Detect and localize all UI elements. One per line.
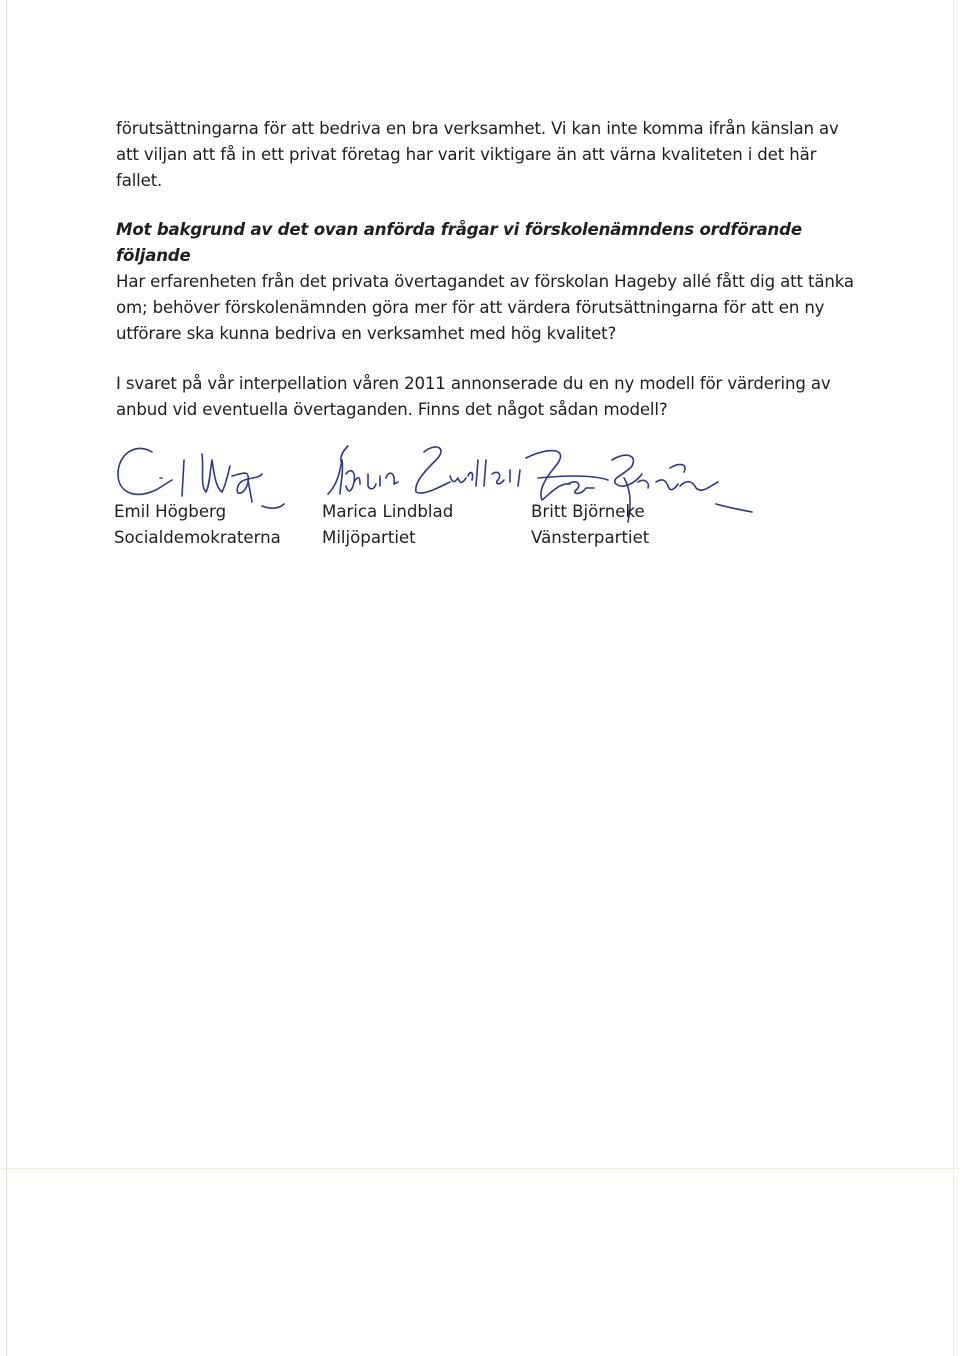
question-heading: Mot bakgrund av det ovan anförda frågar vi förskolenämndens ordförande följande bbox=[116, 220, 802, 265]
signatory-party: Vänsterpartiet bbox=[531, 528, 650, 547]
signatory-party: Socialdemokraterna bbox=[114, 528, 281, 547]
signatory-name: Britt Björneke bbox=[531, 502, 645, 521]
signatory-name: Emil Högberg bbox=[114, 502, 227, 521]
signatory-1 bbox=[114, 499, 281, 551]
paragraph-3: I svaret på vår interpellation våren 2011 annonserade du en ny modell för värdering av anbud vid eventuella övertaganden. Finns det något sådan modell? bbox=[116, 374, 831, 419]
signatory-name: Marica Lindblad bbox=[322, 502, 454, 521]
scan-edge-left bbox=[6, 0, 7, 1356]
footer-rule bbox=[0, 1168, 960, 1169]
signatory-party: Miljöpartiet bbox=[322, 528, 416, 547]
paragraph-1: förutsättningarna för att bedriva en bra verksamhet. Vi kan inte komma ifrån känslan av att viljan att få in ett privat företag har varit viktigare än att värna kvaliteten i det här fallet. bbox=[116, 119, 839, 190]
scan-edge-right bbox=[953, 0, 954, 1356]
paragraph-2: Har erfarenheten från det privata övertagandet av förskolan Hageby allé fått dig att tänka om; behöver förskolenämnden göra mer för att värdera förutsättningarna för att en ny utförare ska kunna bedriva en verksamhet med hög kvalitet? bbox=[116, 272, 854, 343]
signatory-3 bbox=[531, 499, 649, 551]
signatory-2 bbox=[322, 499, 453, 551]
